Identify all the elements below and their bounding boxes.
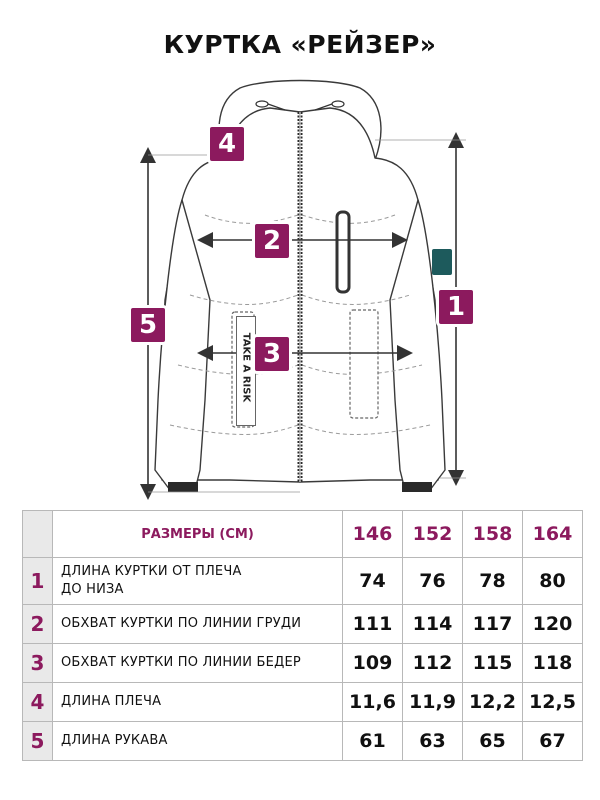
page-title: КУРТКА «РЕЙЗЕР» <box>163 30 437 59</box>
row-label: ДЛИНА ПЛЕЧА <box>53 683 343 722</box>
row-label: ОБХВАТ КУРТКИ ПО ЛИНИИ ГРУДИ <box>53 605 343 644</box>
header-size: 152 <box>403 511 463 558</box>
row-value: 65 <box>463 722 523 761</box>
row-label: ОБХВАТ КУРТКИ ПО ЛИНИИ БЕДЕР <box>53 644 343 683</box>
row-value: 78 <box>463 558 523 605</box>
table-row <box>23 558 583 605</box>
size-table <box>22 510 583 761</box>
row-value: 61 <box>343 722 403 761</box>
row-value: 80 <box>523 558 583 605</box>
row-value: 12,5 <box>523 683 583 722</box>
cuffs <box>168 482 432 492</box>
row-value: 114 <box>403 605 463 644</box>
sleeve-patch <box>432 249 452 275</box>
marker-1: 1 <box>439 290 473 324</box>
header-size: 164 <box>523 511 583 558</box>
row-value: 74 <box>343 558 403 605</box>
row-value: 67 <box>523 722 583 761</box>
table-row <box>23 644 583 683</box>
row-number: 2 <box>23 605 53 644</box>
row-value: 11,6 <box>343 683 403 722</box>
header-size: 146 <box>343 511 403 558</box>
row-label-line: ДО НИЗА <box>61 582 124 597</box>
row-value: 117 <box>463 605 523 644</box>
table-row <box>23 683 583 722</box>
print-label <box>236 316 256 426</box>
row-value: 63 <box>403 722 463 761</box>
row-number: 4 <box>23 683 53 722</box>
row-number: 1 <box>23 558 53 605</box>
row-value: 12,2 <box>463 683 523 722</box>
row-value: 11,9 <box>403 683 463 722</box>
row-value: 76 <box>403 558 463 605</box>
header-label: РАЗМЕРЫ (СМ) <box>53 511 343 558</box>
row-label: ДЛИНА РУКАВА <box>53 722 343 761</box>
marker-5: 5 <box>131 308 165 342</box>
table-row <box>23 605 583 644</box>
row-value: 115 <box>463 644 523 683</box>
row-label <box>53 558 343 605</box>
marker-4: 4 <box>210 127 244 161</box>
row-label-line: ДЛИНА КУРТКИ ОТ ПЛЕЧА <box>61 564 242 579</box>
table-header-row <box>23 511 583 558</box>
table-row <box>23 722 583 761</box>
marker-3: 3 <box>255 337 289 371</box>
row-value: 120 <box>523 605 583 644</box>
row-value: 112 <box>403 644 463 683</box>
header-size: 158 <box>463 511 523 558</box>
row-value: 118 <box>523 644 583 683</box>
header-corner <box>23 511 53 558</box>
right-pocket <box>350 310 378 418</box>
row-value: 109 <box>343 644 403 683</box>
marker-2: 2 <box>255 224 289 258</box>
chest-pocket <box>337 212 349 292</box>
row-number: 3 <box>23 644 53 683</box>
row-number: 5 <box>23 722 53 761</box>
print-text: TAKE A RISK <box>240 332 252 403</box>
row-value: 111 <box>343 605 403 644</box>
